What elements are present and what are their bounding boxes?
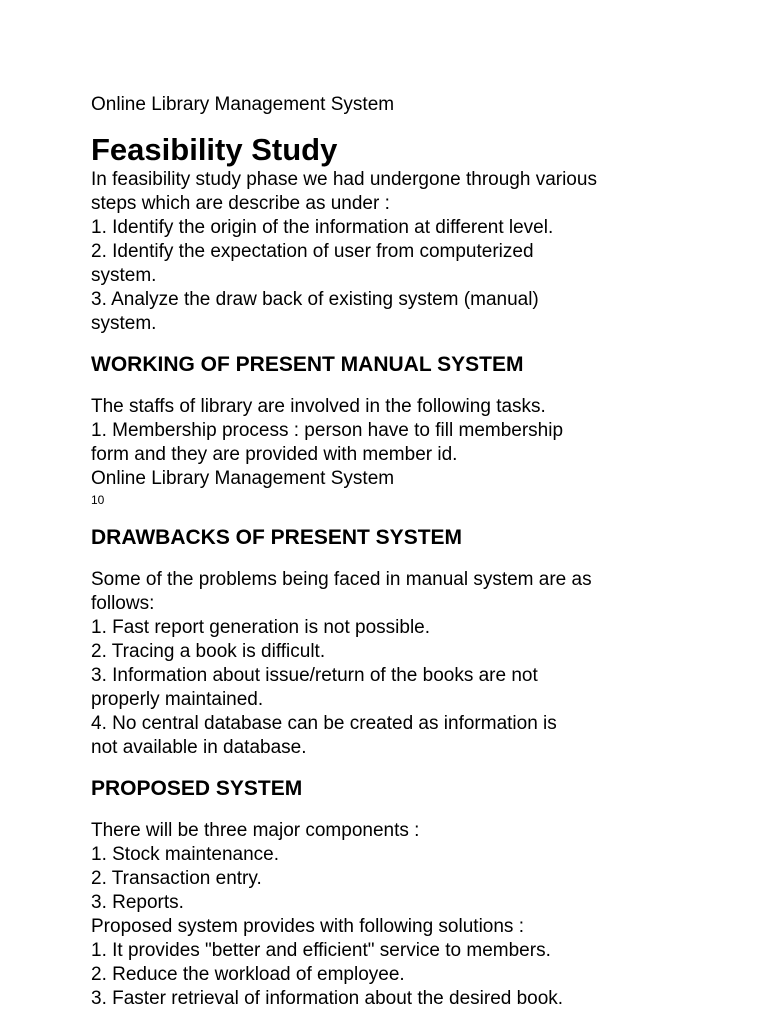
list-item: 3. Information about issue/return of the books are not xyxy=(91,664,538,686)
section-heading-working: WORKING OF PRESENT MANUAL SYSTEM xyxy=(91,353,524,377)
page-number: 10 xyxy=(91,492,105,507)
paragraph-line: There will be three major components : xyxy=(91,819,420,841)
intro-section xyxy=(91,168,731,336)
list-item: 4. No central database can be created as information is xyxy=(91,712,557,734)
list-item: 2. Identify the expectation of user from computerized xyxy=(91,241,534,262)
document-page xyxy=(91,93,731,1011)
list-item: 2. Transaction entry. xyxy=(91,867,262,889)
page-footer xyxy=(91,467,731,509)
paragraph-line: Some of the problems being faced in manual system are as xyxy=(91,568,592,590)
paragraph-line: The staffs of library are involved in the following tasks. xyxy=(91,395,546,417)
list-item: 3. Faster retrieval of information about the desired book. xyxy=(91,987,564,1009)
list-item: system. xyxy=(91,265,157,286)
list-item: form and they are provided with member id. xyxy=(91,443,458,465)
proposed-section xyxy=(91,777,731,1010)
list-item: 2. Tracing a book is difficult. xyxy=(91,640,326,662)
document-header: Online Library Management System xyxy=(91,94,395,115)
list-item: 1. Membership process : person have to fill membership xyxy=(91,419,564,441)
list-item: not available in database. xyxy=(91,736,307,758)
section-heading-proposed: PROPOSED SYSTEM xyxy=(91,777,303,801)
footer-header: Online Library Management System xyxy=(91,467,395,489)
paragraph-line: In feasibility study phase we had undergone through various xyxy=(91,169,597,190)
drawbacks-section xyxy=(91,526,731,759)
page-title: Feasibility Study xyxy=(91,132,338,167)
list-item: 1. Identify the origin of the information at different level. xyxy=(91,217,554,238)
paragraph-line: Proposed system provides with following solutions : xyxy=(91,915,524,937)
list-item: 2. Reduce the workload of employee. xyxy=(91,963,405,985)
paragraph-line: follows: xyxy=(91,592,155,614)
list-item: system. xyxy=(91,313,157,334)
list-item: 1. Stock maintenance. xyxy=(91,843,279,865)
paragraph-line: steps which are describe as under : xyxy=(91,193,390,214)
list-item: properly maintained. xyxy=(91,688,264,710)
list-item: 1. It provides "better and efficient" service to members. xyxy=(91,939,551,961)
section-heading-drawbacks: DRAWBACKS OF PRESENT SYSTEM xyxy=(91,526,463,550)
working-section xyxy=(91,353,731,466)
list-item: 3. Analyze the draw back of existing system (manual) xyxy=(91,289,539,310)
list-item: 1. Fast report generation is not possible. xyxy=(91,616,431,638)
list-item: 3. Reports. xyxy=(91,891,184,913)
